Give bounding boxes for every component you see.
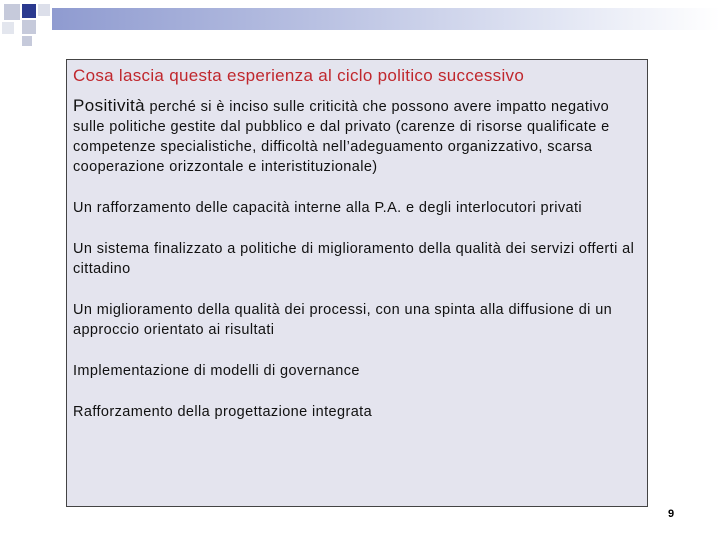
decor-square	[22, 4, 36, 18]
list-item: Un rafforzamento delle capacità interne alla P.A. e degli interlocutori privati	[73, 200, 583, 216]
list-item: Rafforzamento della progettazione integrata	[73, 404, 373, 420]
page-number: 9	[668, 508, 675, 520]
header-gradient-bar	[52, 8, 720, 30]
list-item: Un miglioramento della qualità dei processi, con una spinta alla diffusione di un approccio orientato ai risultati	[73, 302, 613, 338]
decor-square	[38, 4, 50, 16]
decor-square	[4, 4, 20, 20]
paragraph-positivita	[73, 96, 641, 177]
paragraph-lead: Positività	[73, 96, 146, 115]
list-item: Un sistema finalizzato a politiche di miglioramento della qualità dei servizi offerti al cittadino	[73, 241, 635, 277]
paragraph-text: perché si è inciso sulle criticità che possono avere impatto negativo sulle politiche gestite dal pubblico e dal privato (carenze di risorse qualificate e competenze specialistiche, difficoltà nell’adeguamento organizzativo, scarsa cooperazione orizzontale e interistituzionale)	[73, 99, 610, 175]
content-box	[66, 59, 648, 507]
list-item: Implementazione di modelli di governance	[73, 363, 360, 379]
slide-heading: Cosa lascia questa esperienza al ciclo politico successivo	[73, 66, 525, 85]
decor-square	[22, 36, 32, 46]
decor-square	[2, 22, 14, 34]
decor-square	[22, 20, 36, 34]
